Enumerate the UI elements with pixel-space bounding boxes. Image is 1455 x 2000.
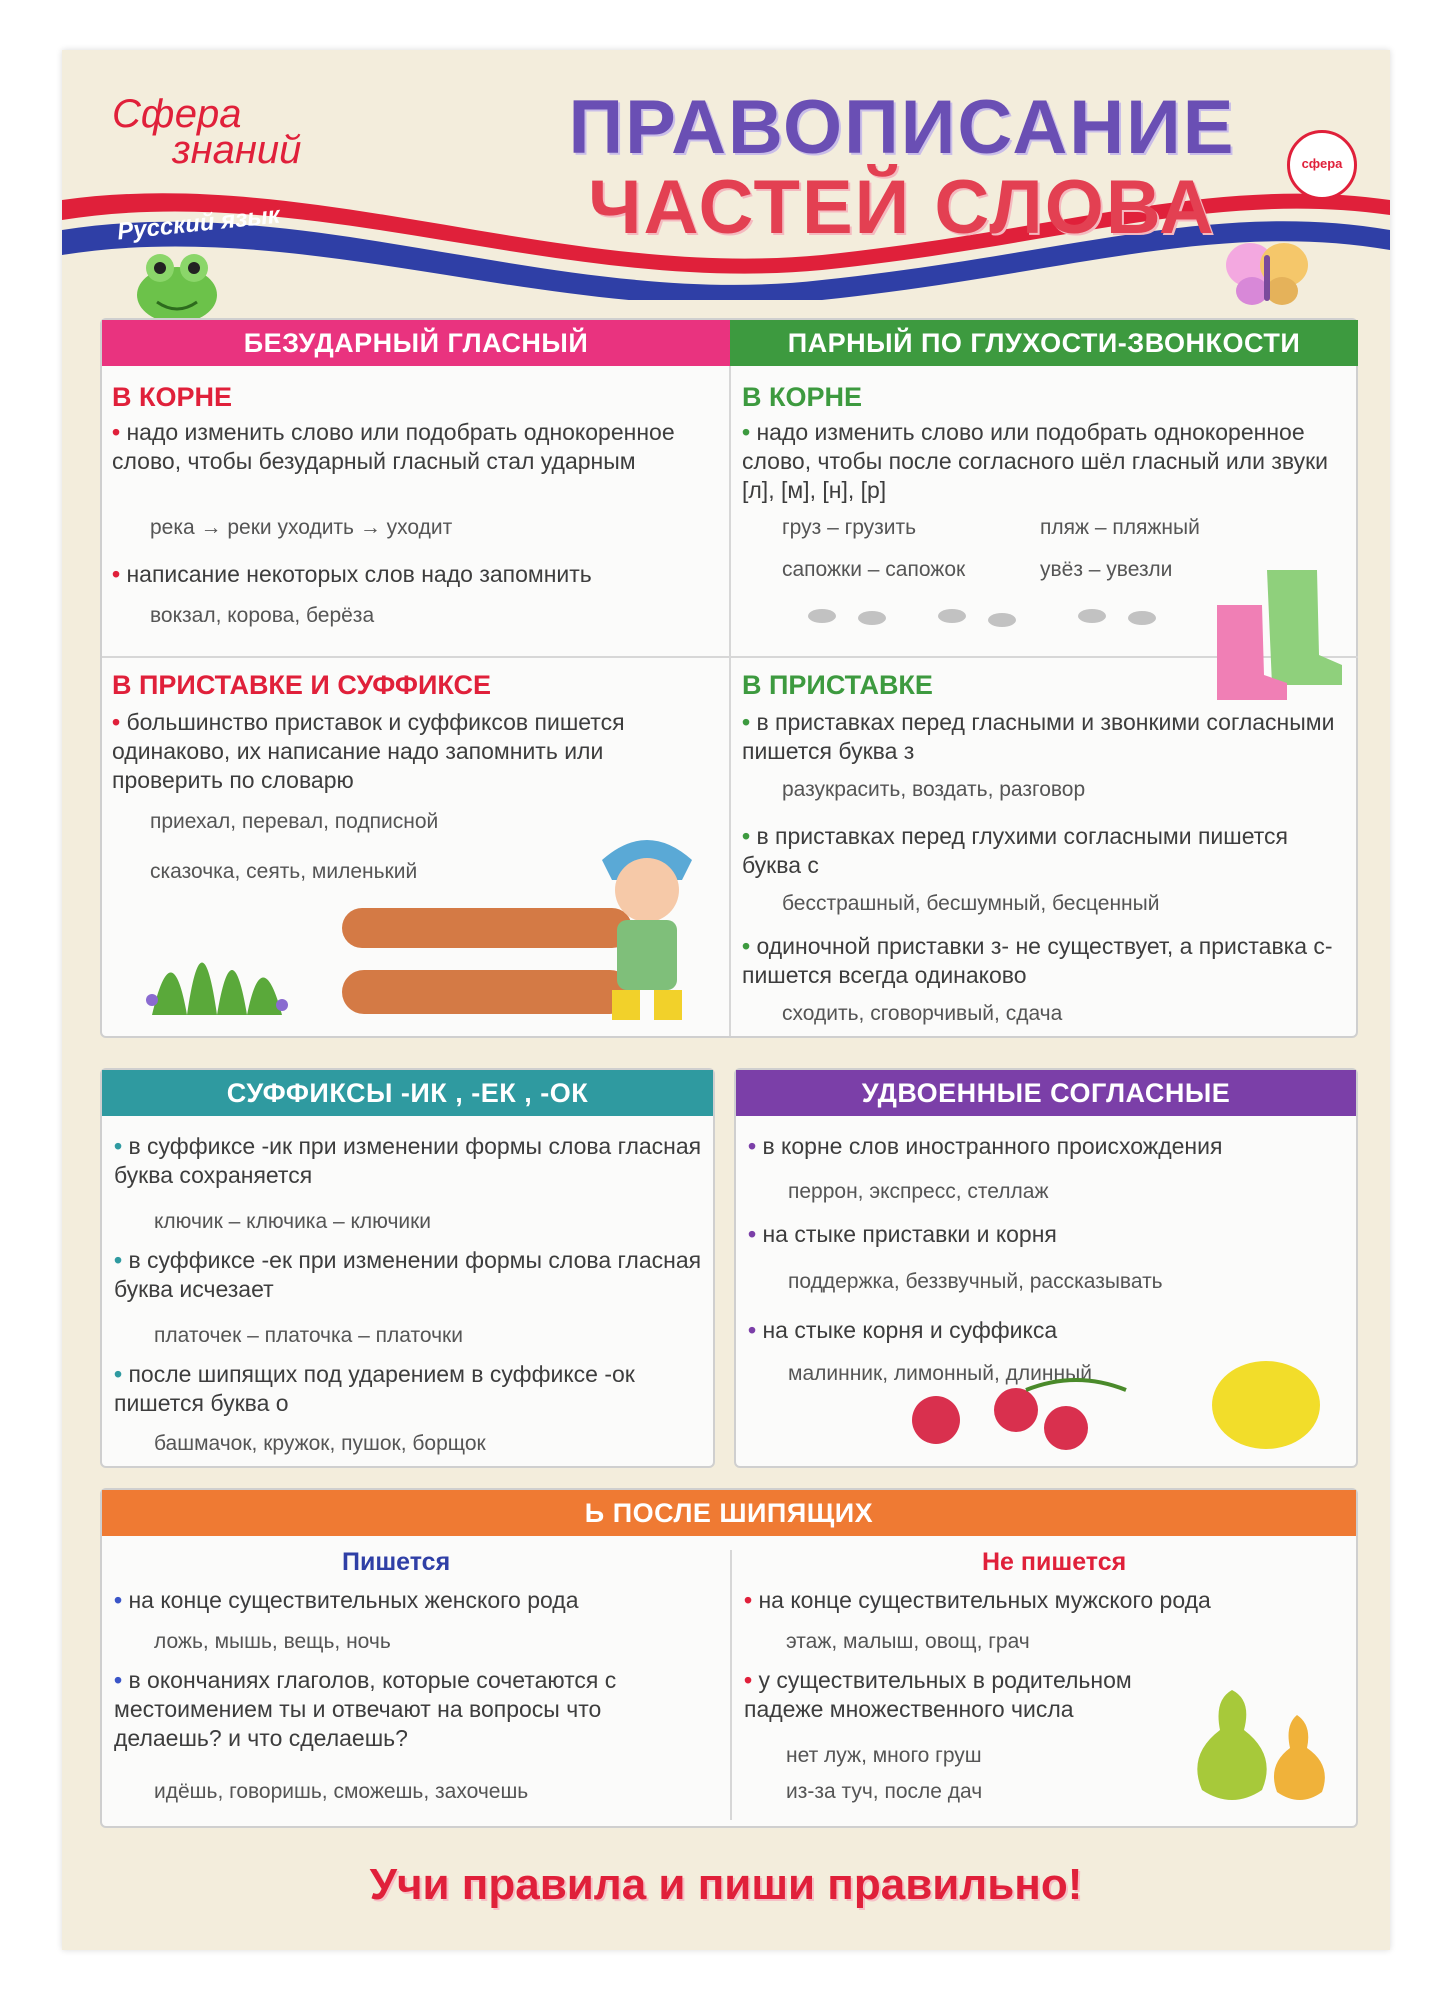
suffixes-example3: башмачок, кружок, пушок, борщок (154, 1432, 486, 1455)
double-panel (734, 1068, 1358, 1468)
soft-sign-no-example1: этаж, малыш, овощ, грач (786, 1630, 1030, 1653)
paired-prefix-example1: разукрасить, воздать, разговор (782, 778, 1086, 801)
soft-sign-yes-example2: идёшь, говоришь, сможешь, захочешь (154, 1780, 529, 1803)
suffixes-header: СУФФИКСЫ -ИК , -ЕК , -ОК (102, 1070, 713, 1116)
paired-root-example1b: пляж – пляжный (1040, 516, 1200, 539)
paired-prefix-rule1: • в приставках перед гласными и звонкими согласными пишется буква з (742, 709, 1335, 764)
paired-prefix-rule2: • в приставках перед глухими согласными пишется буква с (742, 823, 1288, 878)
paired-root-example2a: сапожки – сапожок (782, 558, 966, 581)
soft-sign-no-title: Не пишется (982, 1548, 1127, 1576)
unstressed-root-rule: • надо изменить слово или подобрать однокоренное слово, чтобы безударный гласный стал ударным (112, 419, 675, 474)
paired-prefix-example2: бесстрашный, бесшумный, бесценный (782, 892, 1160, 915)
suffixes-rule2: • в суффиксе -ек при изменении формы слова гласная буква исчезает (114, 1247, 702, 1302)
soft-sign-no-example2a: нет луж, много груш (786, 1744, 982, 1767)
soft-sign-no-rule1: • на конце существительных мужского рода (744, 1587, 1211, 1613)
paired-root-rule: • надо изменить слово или подобрать однокоренное слово, чтобы после согласного шёл гласный или звуки [л], [м], [н], [р] (742, 419, 1328, 503)
suffixes-rule1: • в суффиксе -ик при изменении формы слова гласная буква сохраняется (114, 1133, 702, 1188)
soft-sign-header: Ь ПОСЛЕ ШИПЯЩИХ (102, 1490, 1356, 1536)
unstressed-header: БЕЗУДАРНЫЙ ГЛАСНЫЙ (102, 320, 730, 366)
unstressed-prefix-rule: • большинство приставок и суффиксов пишется одинаково, их написание надо запомнить или проверить по словарю (112, 709, 625, 793)
frog-icon (122, 240, 232, 330)
double-example3: малинник, лимонный, длинный (788, 1362, 1092, 1385)
paired-root-title: В КОРНЕ (742, 382, 862, 412)
subject-label: Русский язык (115, 201, 282, 246)
soft-sign-yes-title: Пишется (342, 1548, 451, 1576)
paired-root-example1a: груз – грузить (782, 516, 917, 539)
top-panel (100, 318, 1358, 1038)
suffixes-example2: платочек – платочка – платочки (154, 1324, 463, 1347)
footer-slogan: Учи правила и пиши правильно! (369, 1860, 1083, 1909)
pears-icon (1182, 1680, 1342, 1810)
soft-sign-no-rule2: • у существительных в родительном падеже множественного числа (744, 1667, 1132, 1722)
double-rule1: • в корне слов иностранного происхождения (748, 1133, 1223, 1159)
unstressed-prefix-example2: сказочка, сеять, миленький (150, 860, 418, 883)
suffixes-rule3: • после шипящих под ударением в суффиксе -ок пишется буква о (114, 1361, 635, 1416)
lemon-icon (1206, 1355, 1326, 1455)
paired-header: ПАРНЫЙ ПО ГЛУХОСТИ-ЗВОНКОСТИ (730, 320, 1358, 366)
title-line2: ЧАСТЕЙ СЛОВА (588, 165, 1216, 250)
soft-sign-yes-example1: ложь, мышь, вещь, ночь (154, 1630, 391, 1653)
double-example1: перрон, экспресс, стеллаж (788, 1180, 1049, 1203)
soft-sign-panel (100, 1488, 1358, 1828)
butterfly-icon (1222, 235, 1312, 310)
grass-icon (132, 900, 302, 1020)
girl-gardener-icon (572, 820, 722, 1030)
unstressed-memo-example: вокзал, корова, берёза (150, 604, 375, 627)
title-line1: ПРАВОПИСАНИЕ (568, 85, 1236, 170)
double-header: УДВОЕННЫЕ СОГЛАСНЫЕ (736, 1070, 1356, 1116)
logo-line1: Сфера (112, 92, 242, 136)
paired-prefix-example3: сходить, сговорчивый, сдача (782, 1002, 1063, 1025)
rain-boots-icon (1207, 565, 1347, 705)
paired-prefix-title: В ПРИСТАВКЕ (742, 670, 933, 700)
soft-sign-yes-rule1: • на конце существительных женского рода (114, 1587, 579, 1613)
unstressed-root-title: В КОРНЕ (112, 382, 232, 412)
paired-prefix-rule3: • одиночной приставки з- не существует, а приставка с- пишется всегда одинаково (742, 933, 1333, 988)
paired-root-example2b: увёз – увезли (1040, 558, 1173, 581)
unstressed-memo-rule: • написание некоторых слов надо запомнить (112, 561, 592, 587)
soft-sign-yes-rule2: • в окончаниях глаголов, которые сочетаются с местоимением ты и отвечают на вопросы что делаешь? и что сделаешь? (114, 1667, 617, 1751)
soft-sign-no-example2b: из-за туч, после дач (786, 1780, 983, 1803)
raspberries-icon (906, 1370, 1136, 1460)
suffixes-panel (100, 1068, 715, 1468)
publisher-badge: сфера (1287, 130, 1357, 200)
divider (730, 1550, 732, 1820)
double-rule3: • на стыке корня и суффикса (748, 1317, 1058, 1343)
unstressed-root-example: река → реки уходить → уходит (150, 516, 453, 539)
footprints-icon (802, 596, 1182, 636)
unstressed-prefix-example1: приехал, перевал, подписной (150, 810, 439, 833)
poster (62, 50, 1390, 1950)
logo-line2: знаний (172, 128, 302, 172)
double-example2: поддержка, беззвучный, рассказывать (788, 1270, 1163, 1293)
unstressed-prefix-title: В ПРИСТАВКЕ И СУФФИКСЕ (112, 670, 492, 700)
divider (102, 656, 1358, 658)
double-rule2: • на стыке приставки и корня (748, 1221, 1057, 1247)
suffixes-example1: ключик – ключика – ключики (154, 1210, 432, 1233)
divider (729, 366, 731, 1036)
